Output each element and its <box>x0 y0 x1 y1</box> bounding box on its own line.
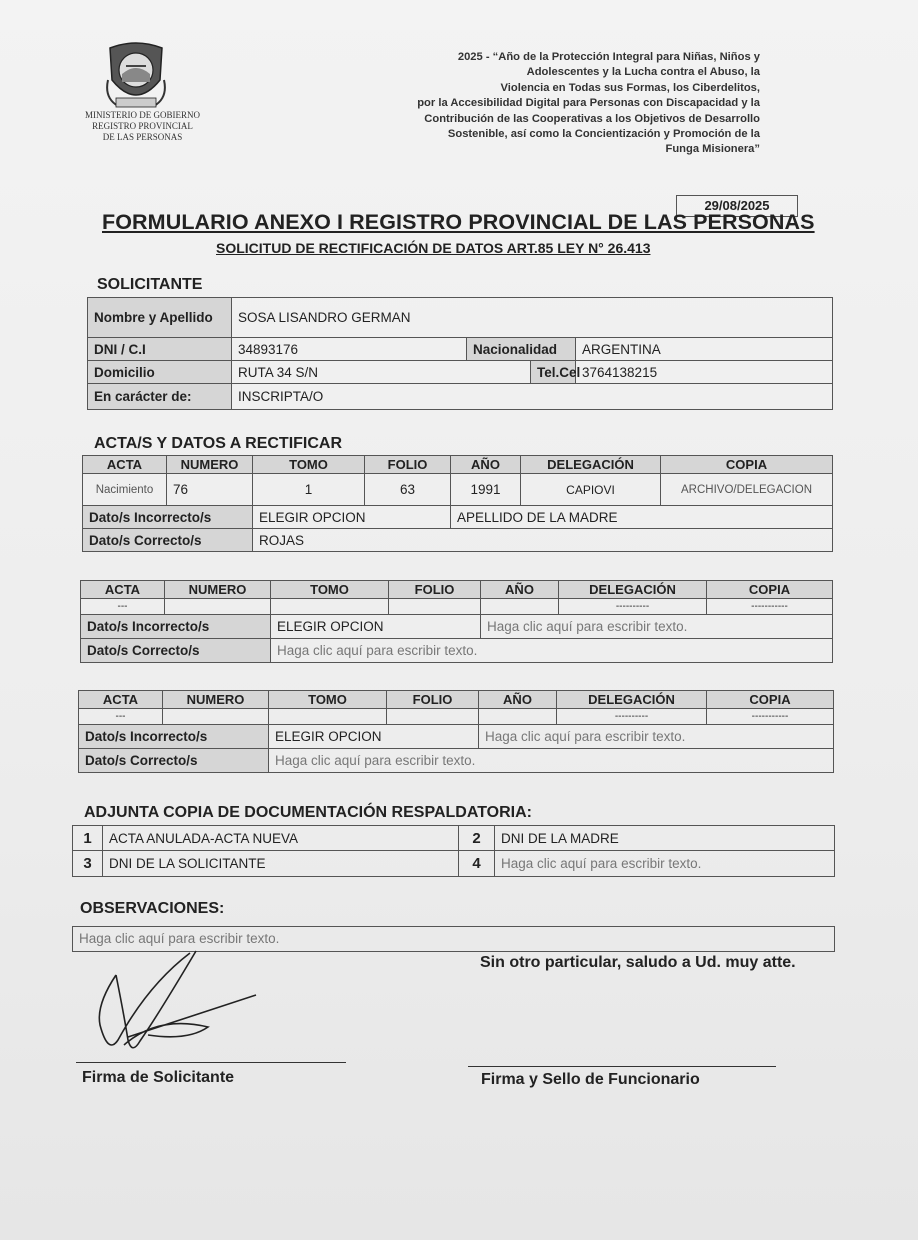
anio-header: AÑO <box>451 456 521 474</box>
handwritten-signature <box>88 945 268 1065</box>
correct-label: Dato/s Correcto/s <box>79 749 269 773</box>
correct-label: Dato/s Correcto/s <box>81 639 271 663</box>
numero-field[interactable] <box>165 599 271 615</box>
anio-header: AÑO <box>481 581 559 599</box>
tomo-header: TOMO <box>253 456 365 474</box>
incorrect-label: Dato/s Incorrecto/s <box>81 615 271 639</box>
dni-field[interactable]: 34893176 <box>232 338 467 361</box>
adjunta-heading: ADJUNTA COPIA DE DOCUMENTACIÓN RESPALDATORIA: <box>84 804 532 821</box>
nombre-field[interactable]: SOSA LISANDRO GERMAN <box>232 298 833 338</box>
incorrect-label: Dato/s Incorrecto/s <box>83 506 253 529</box>
correct-text-field[interactable]: Haga clic aquí para escribir texto. <box>271 639 833 663</box>
incorrect-option-select[interactable]: ELEGIR OPCION <box>253 506 451 529</box>
acta-type-field[interactable]: Nacimiento <box>83 474 167 506</box>
signature-line-funcionario <box>468 1066 776 1067</box>
folio-header: FOLIO <box>389 581 481 599</box>
motto-line-3: Violencia en Todas sus Formas, los Ciberdelitos, <box>500 81 760 94</box>
caracter-label: En carácter de: <box>88 384 232 410</box>
incorrect-text-field[interactable]: Haga clic aquí para escribir texto. <box>479 725 834 749</box>
acta-type-field[interactable]: --- <box>79 709 163 725</box>
correct-text-field[interactable]: Haga clic aquí para escribir texto. <box>269 749 834 773</box>
tomo-header: TOMO <box>271 581 389 599</box>
incorrect-text-field[interactable]: APELLIDO DE LA MADRE <box>451 506 833 529</box>
acta-block-3 <box>78 690 834 773</box>
folio-field[interactable] <box>387 709 479 725</box>
adjunta-number: 4 <box>459 851 495 877</box>
domicilio-label: Domicilio <box>88 361 232 384</box>
copia-header: COPIA <box>707 691 834 709</box>
copia-field[interactable]: ----------- <box>707 709 834 725</box>
acta-header: ACTA <box>83 456 167 474</box>
ministry-line-2: REGISTRO PROVINCIAL <box>92 121 193 131</box>
domicilio-field[interactable]: RUTA 34 S/N <box>232 361 531 384</box>
tel-label: Tel.Cel <box>531 361 576 384</box>
numero-header: NUMERO <box>165 581 271 599</box>
anio-field[interactable]: 1991 <box>451 474 521 506</box>
ministry-line-1: MINISTERIO DE GOBIERNO <box>85 110 200 120</box>
adjunta-number: 3 <box>73 851 103 877</box>
observaciones-field[interactable]: Haga clic aquí para escribir texto. <box>72 926 835 952</box>
anio-header: AÑO <box>479 691 557 709</box>
copia-field[interactable]: ----------- <box>707 599 833 615</box>
adjunta-item-4-field[interactable]: Haga clic aquí para escribir texto. <box>495 851 835 877</box>
provincial-seal-logo <box>100 40 172 112</box>
ministry-line-3: DE LAS PERSONAS <box>102 132 183 142</box>
motto-line-1: 2025 - “Año de la Protección Integral para Niñas, Niños y <box>457 51 760 63</box>
ministry-heading <box>70 110 215 143</box>
firma-funcionario-label: Firma y Sello de Funcionario <box>481 1071 700 1088</box>
acta-header: ACTA <box>79 691 163 709</box>
caracter-field[interactable]: INSCRIPTA/O <box>232 384 833 410</box>
acta-block-1 <box>82 455 833 552</box>
incorrect-option-select[interactable]: ELEGIR OPCION <box>269 725 479 749</box>
numero-field[interactable]: 76 <box>167 474 253 506</box>
motto-line-4: por la Accesibilidad Digital para Personas con Discapacidad y la <box>417 97 760 110</box>
actas-heading: ACTA/S Y DATOS A RECTIFICAR <box>94 435 343 452</box>
incorrect-option-select[interactable]: ELEGIR OPCION <box>271 615 481 639</box>
dni-label: DNI / C.I <box>88 338 232 361</box>
solicitante-heading: SOLICITANTE <box>97 276 203 293</box>
tel-field[interactable]: 3764138215 <box>576 361 833 384</box>
delegacion-header: DELEGACIÓN <box>557 691 707 709</box>
folio-header: FOLIO <box>365 456 451 474</box>
incorrect-text-field[interactable]: Haga clic aquí para escribir texto. <box>481 615 833 639</box>
anio-field[interactable] <box>481 599 559 615</box>
adjunta-item-1-field[interactable]: ACTA ANULADA-ACTA NUEVA <box>103 826 459 851</box>
delegacion-field[interactable]: ---------- <box>559 599 707 615</box>
year-motto <box>360 50 760 158</box>
acta-header: ACTA <box>81 581 165 599</box>
correct-label: Dato/s Correcto/s <box>83 529 253 552</box>
folio-field[interactable] <box>389 599 481 615</box>
adjunta-number: 2 <box>459 826 495 851</box>
delegacion-header: DELEGACIÓN <box>559 581 707 599</box>
tomo-field[interactable]: 1 <box>253 474 365 506</box>
observaciones-heading: OBSERVACIONES: <box>80 900 225 917</box>
folio-field[interactable]: 63 <box>365 474 451 506</box>
form-subtitle: SOLICITUD DE RECTIFICACIÓN DE DATOS ART.85 LEY N° 26.413 <box>216 240 651 256</box>
motto-line-2: Adolescentes y la Lucha contra el Abuso, la <box>526 66 760 79</box>
copia-field[interactable]: ARCHIVO/DELEGACION <box>661 474 833 506</box>
firma-solicitante-label: Firma de Solicitante <box>82 1069 235 1086</box>
copia-header: COPIA <box>661 456 833 474</box>
anio-field[interactable] <box>479 709 557 725</box>
solicitante-table <box>87 297 833 410</box>
motto-line-7: Funga Misionera” <box>665 143 760 156</box>
form-title: FORMULARIO ANEXO I REGISTRO PROVINCIAL DE LAS PERSONAS <box>102 210 815 234</box>
adjunta-item-2-field[interactable]: DNI DE LA MADRE <box>495 826 835 851</box>
tomo-field[interactable] <box>271 599 389 615</box>
nacionalidad-label: Nacionalidad <box>467 338 576 361</box>
motto-line-5: Contribución de las Cooperativas a los Objetivos de Desarrollo <box>424 112 760 125</box>
tomo-field[interactable] <box>269 709 387 725</box>
closing-text: Sin otro particular, saludo a Ud. muy atte. <box>480 954 796 971</box>
numero-header: NUMERO <box>163 691 269 709</box>
motto-line-6: Sostenible, así como la Concientización y Promoción de la <box>447 128 760 141</box>
adjunta-number: 1 <box>73 826 103 851</box>
date-field[interactable]: 29/08/2025 <box>676 195 798 217</box>
correct-text-field[interactable]: ROJAS <box>253 529 833 552</box>
nacionalidad-field[interactable]: ARGENTINA <box>576 338 833 361</box>
numero-field[interactable] <box>163 709 269 725</box>
acta-block-2 <box>80 580 833 663</box>
delegacion-field[interactable]: CAPIOVI <box>521 474 661 506</box>
acta-type-field[interactable]: --- <box>81 599 165 615</box>
folio-header: FOLIO <box>387 691 479 709</box>
copia-header: COPIA <box>707 581 833 599</box>
signature-line-solicitante <box>76 1062 346 1063</box>
incorrect-label: Dato/s Incorrecto/s <box>79 725 269 749</box>
delegacion-header: DELEGACIÓN <box>521 456 661 474</box>
adjunta-item-3-field[interactable]: DNI DE LA SOLICITANTE <box>103 851 459 877</box>
numero-header: NUMERO <box>167 456 253 474</box>
adjunta-table <box>72 825 835 877</box>
tomo-header: TOMO <box>269 691 387 709</box>
nombre-label: Nombre y Apellido <box>88 298 232 338</box>
delegacion-field[interactable]: ---------- <box>557 709 707 725</box>
